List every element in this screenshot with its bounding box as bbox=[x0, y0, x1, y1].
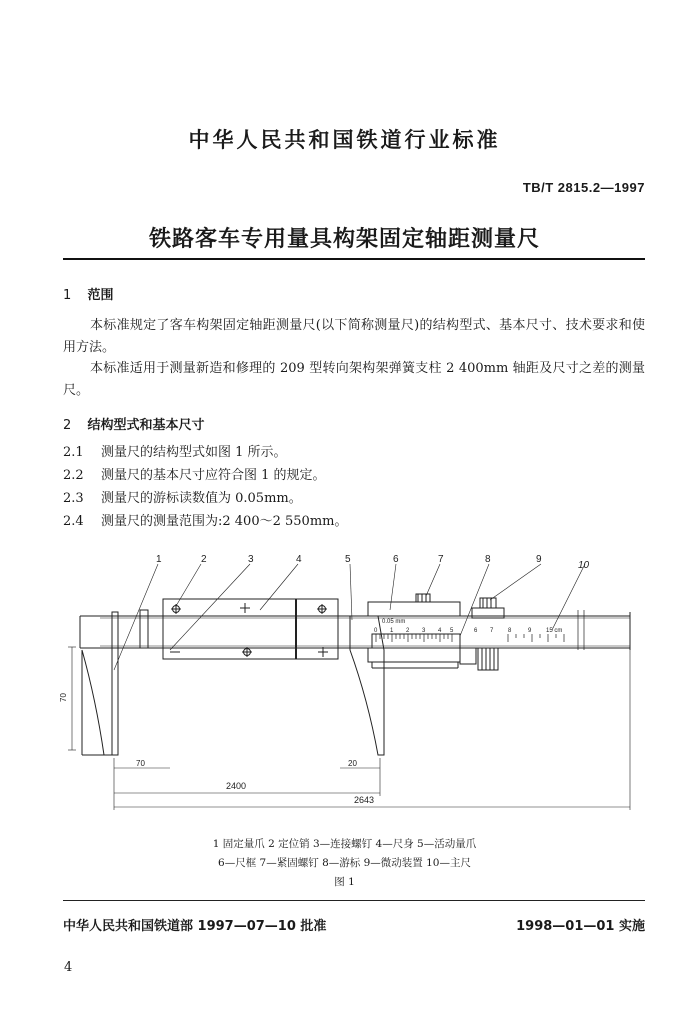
section-1-heading bbox=[63, 284, 114, 303]
adjust-knob bbox=[478, 648, 498, 670]
section-1-number: 1 bbox=[63, 288, 72, 303]
main-scale-digit: 7 bbox=[490, 628, 494, 634]
vernier-digit: 4 bbox=[438, 628, 442, 634]
dim-label-height-70: 70 bbox=[59, 693, 68, 702]
implementation-date: 1998—01—01 实施 bbox=[516, 919, 645, 934]
callout-8: 8 bbox=[485, 554, 491, 565]
callout-5: 5 bbox=[345, 554, 351, 565]
dim-label-2643: 2643 bbox=[354, 795, 375, 805]
title-rule bbox=[63, 258, 645, 260]
ruler-frame bbox=[368, 602, 460, 616]
clause-2-4 bbox=[63, 512, 347, 532]
clause-number: 2.4 bbox=[63, 514, 84, 529]
callout-4: 4 bbox=[296, 554, 302, 565]
clause-text: 测量尺的测量范围为:2 400～2 550mm。 bbox=[101, 514, 348, 529]
clause-2-2 bbox=[63, 466, 326, 486]
clause-number: 2.1 bbox=[63, 445, 84, 460]
vernier-digit: 0 bbox=[374, 628, 378, 634]
dim-label-2400: 2400 bbox=[226, 781, 247, 791]
approval-statement: 中华人民共和国铁道部 1997—07—10 批准 bbox=[63, 919, 327, 934]
document-title: 铁路客车专用量具构架固定轴距测量尺 bbox=[148, 227, 540, 252]
figure-caption: 图 1 bbox=[334, 876, 355, 888]
section-2-title: 结构型式和基本尺寸 bbox=[87, 418, 205, 433]
callout-10: 10 bbox=[578, 560, 590, 571]
callout-3: 3 bbox=[248, 554, 254, 565]
vernier-digit: 5 bbox=[450, 628, 454, 634]
section-1-title: 范围 bbox=[87, 288, 114, 303]
main-scale-digit: 9 bbox=[528, 628, 532, 634]
clause-number: 2.3 bbox=[63, 491, 84, 506]
dim-label-width-70: 70 bbox=[136, 759, 145, 768]
clause-text: 测量尺的结构型式如图 1 所示。 bbox=[101, 445, 287, 460]
main-scale-digit: 8 bbox=[508, 628, 512, 634]
fixed-jaw bbox=[112, 612, 118, 755]
vernier-digit: 3 bbox=[422, 628, 426, 634]
figure-legend-line-2: 6—尺框 7—紧固螺钉 8—游标 9—微动装置 10—主尺 bbox=[218, 857, 471, 869]
organization-header: 中华人民共和国铁道行业标准 bbox=[188, 128, 501, 152]
figure-legend-line-1: 1 固定量爪 2 定位销 3—连接螺钉 4—尺身 5—活动量爪 bbox=[212, 838, 477, 850]
clause-2-3 bbox=[63, 489, 302, 509]
movable-jaw bbox=[350, 616, 384, 755]
scope-paragraph-1: 本标准规定了客车构架固定轴距测量尺(以下简称测量尺)的结构型式、基本尺寸、技术要求和使用方法。 bbox=[63, 318, 645, 355]
main-scale-digit: 6 bbox=[474, 628, 478, 634]
callout-9: 9 bbox=[536, 554, 542, 565]
scope-paragraph-2: 本标准适用于测量新造和修理的 209 型转向架构架弹簧支柱 2 400mm 轴距及尺寸之差的测量尺。 bbox=[63, 361, 645, 398]
vernier-digit: 1 bbox=[390, 628, 394, 634]
callout-2: 2 bbox=[201, 554, 207, 565]
section-2-heading bbox=[63, 414, 205, 433]
standard-number: TB/T 2815.2—1997 bbox=[522, 180, 645, 195]
footer-rule bbox=[63, 900, 645, 901]
main-scale-unit: 15 cm bbox=[546, 628, 563, 634]
clause-number: 2.2 bbox=[63, 468, 84, 483]
page-number: 4 bbox=[64, 960, 73, 975]
vernier-value-label: 0.05 mm bbox=[382, 619, 406, 625]
callout-7: 7 bbox=[438, 554, 444, 565]
section-2-number: 2 bbox=[63, 418, 72, 433]
clause-text: 测量尺的游标读数值为 0.05mm。 bbox=[101, 491, 302, 506]
clause-2-1 bbox=[63, 443, 287, 463]
figure-1-drawing bbox=[0, 550, 689, 830]
callout-1: 1 bbox=[156, 554, 162, 565]
vernier-digit: 2 bbox=[406, 628, 410, 634]
callout-6: 6 bbox=[393, 554, 399, 565]
dim-label-width-20: 20 bbox=[348, 759, 357, 768]
clause-text: 测量尺的基本尺寸应符合图 1 的规定。 bbox=[101, 468, 326, 483]
